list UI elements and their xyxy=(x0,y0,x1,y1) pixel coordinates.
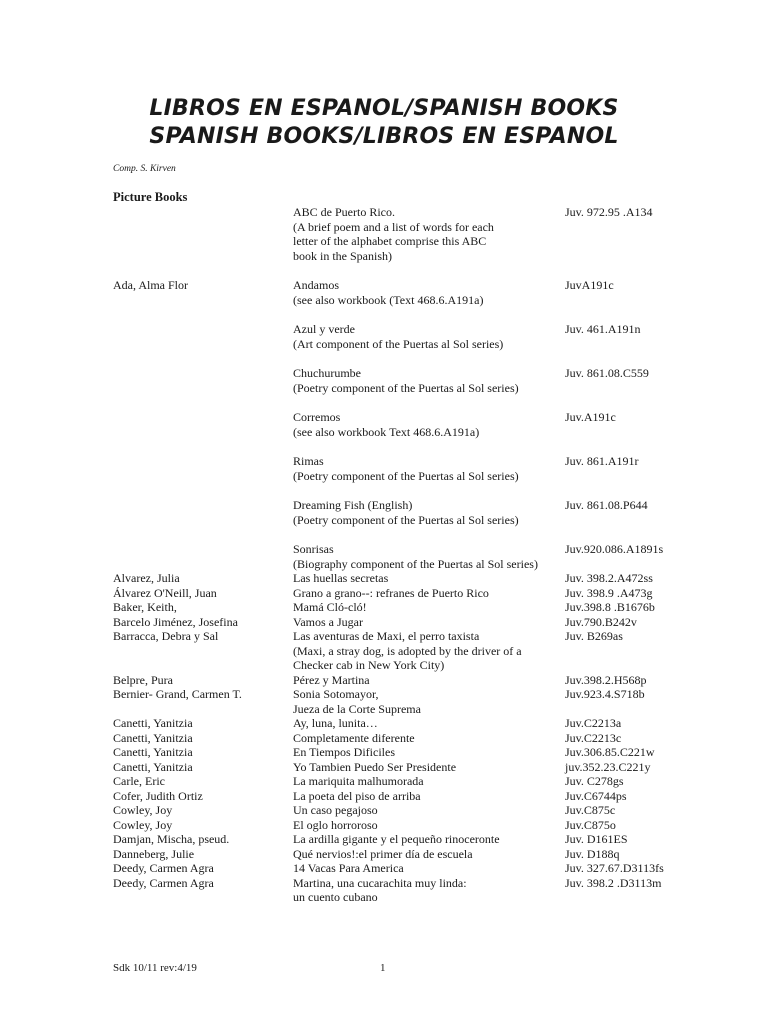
call-number-cell: Juv. 327.67.D3113fs xyxy=(565,861,664,875)
list-item xyxy=(0,220,768,235)
title-cell: Jueza de la Corte Suprema xyxy=(293,701,421,716)
section-heading: Picture Books xyxy=(113,190,188,204)
author-cell: Bernier- Grand, Carmen T. xyxy=(113,687,242,701)
call-number-cell: JuvA191c xyxy=(565,278,614,292)
author-cell: Canetti, Yanitzia xyxy=(113,759,193,774)
title-cell: Martina, una cucarachita muy linda: xyxy=(293,875,467,890)
page-number: 1 xyxy=(380,962,386,974)
list-item xyxy=(0,425,768,440)
list-item xyxy=(0,687,768,702)
list-item xyxy=(0,818,768,833)
call-number-cell: Juv.923.4.S718b xyxy=(565,687,645,701)
author-cell: Baker, Keith, xyxy=(113,600,177,614)
title-cell: Completamente diferente xyxy=(293,730,415,745)
list-item xyxy=(0,205,768,220)
author-cell: Belpre, Pura xyxy=(113,672,173,687)
title-cell: Un caso pegajoso xyxy=(293,803,378,817)
row-spacer xyxy=(0,483,768,498)
page-title-line-1: LIBROS EN ESPANOL/SPANISH BOOKS xyxy=(149,96,619,121)
title-cell: Vamos a Jugar xyxy=(293,614,363,629)
row-spacer xyxy=(0,439,768,454)
call-number-cell: Juv. 861.08.C559 xyxy=(565,366,649,380)
title-cell: Ay, luna, lunita… xyxy=(293,716,378,730)
author-cell: Deedy, Carmen Agra xyxy=(113,875,214,890)
call-number-cell: Juv.398.8 .B1676b xyxy=(565,600,655,614)
author-cell: Álvarez O'Neill, Juan xyxy=(113,585,217,600)
title-cell: Checker cab in New York City) xyxy=(293,658,445,672)
list-item xyxy=(0,702,768,717)
title-cell: (Art component of the Puertas al Sol series) xyxy=(293,336,504,351)
author-cell: Ada, Alma Flor xyxy=(113,278,188,292)
list-item xyxy=(0,557,768,572)
list-item xyxy=(0,381,768,396)
title-cell: Sonrisas xyxy=(293,542,334,556)
call-number-cell: Juv. 398.9 .A473g xyxy=(565,585,653,600)
list-item xyxy=(0,861,768,876)
list-item xyxy=(0,890,768,905)
call-number-cell: Juv. C278gs xyxy=(565,774,624,788)
title-cell: Qué nervios!:el primer día de escuela xyxy=(293,846,473,861)
list-item xyxy=(0,234,768,249)
row-spacer xyxy=(0,527,768,542)
title-cell: (see also workbook (Text 468.6.A191a) xyxy=(293,292,484,307)
list-item xyxy=(0,410,768,425)
title-cell: Andamos xyxy=(293,278,339,292)
call-number-cell: Juv. D161ES xyxy=(565,832,628,846)
title-cell: (Poetry component of the Puertas al Sol series) xyxy=(293,380,519,395)
call-number-cell: Juv.C2213a xyxy=(565,716,622,730)
author-cell: Cowley, Joy xyxy=(113,817,173,832)
title-cell: En Tiempos Dificiles xyxy=(293,745,396,759)
call-number-cell: juv.352.23.C221y xyxy=(565,759,651,774)
list-item xyxy=(0,542,768,557)
row-spacer xyxy=(0,307,768,322)
title-cell: (Maxi, a stray dog, is adopted by the driver of a xyxy=(293,643,522,658)
title-cell: book in the Spanish) xyxy=(293,248,392,263)
list-item xyxy=(0,832,768,847)
title-cell: 14 Vacas Para America xyxy=(293,861,404,875)
page-title-line-2: SPANISH BOOKS/LIBROS EN ESPANOL xyxy=(149,124,619,149)
title-cell: Chuchurumbe xyxy=(293,366,361,380)
list-item xyxy=(0,774,768,789)
call-number-cell: Juv.398.2.H568p xyxy=(565,672,647,687)
list-item xyxy=(0,731,768,746)
title-cell: La ardilla gigante y el pequeño rinoceronte xyxy=(293,832,500,846)
call-number-cell: Juv.C2213c xyxy=(565,730,622,745)
author-cell: Cofer, Judith Ortiz xyxy=(113,788,203,803)
call-number-cell: Juv. D188q xyxy=(565,846,620,861)
author-cell: Alvarez, Julia xyxy=(113,571,180,585)
title-cell: La mariquita malhumorada xyxy=(293,774,424,788)
title-cell: ABC de Puerto Rico. xyxy=(293,205,395,219)
list-item xyxy=(0,469,768,484)
list-item xyxy=(0,513,768,528)
row-spacer xyxy=(0,395,768,410)
title-cell: (Poetry component of the Puertas al Sol series) xyxy=(293,468,519,483)
title-cell: La poeta del piso de arriba xyxy=(293,788,421,803)
footer-revision: Sdk 10/11 rev:4/19 xyxy=(113,962,197,974)
list-item xyxy=(0,293,768,308)
row-spacer xyxy=(0,351,768,366)
call-number-cell: Juv.920.086.A1891s xyxy=(565,542,664,556)
list-item xyxy=(0,454,768,469)
list-item xyxy=(0,760,768,775)
title-cell: Mamá Cló-cló! xyxy=(293,600,367,614)
list-item xyxy=(0,847,768,862)
call-number-cell: Juv. 861.08.P644 xyxy=(565,498,648,512)
title-cell: (Biography component of the Puertas al Sol series) xyxy=(293,556,538,571)
author-cell: Canetti, Yanitzia xyxy=(113,730,193,745)
author-cell: Barracca, Debra y Sal xyxy=(113,629,219,643)
call-number-cell: Juv.306.85.C221w xyxy=(565,745,655,759)
list-item xyxy=(0,876,768,891)
title-cell: Yo Tambien Puedo Ser Presidente xyxy=(293,759,457,774)
compiler-credit: Comp. S. Kirven xyxy=(113,164,176,174)
list-item xyxy=(0,716,768,731)
list-item xyxy=(0,629,768,644)
author-cell: Deedy, Carmen Agra xyxy=(113,861,214,875)
call-number-cell: Juv.C875c xyxy=(565,803,616,817)
title-cell: Sonia Sotomayor, xyxy=(293,687,379,701)
call-number-cell: Juv. 398.2.A472ss xyxy=(565,571,653,585)
list-item xyxy=(0,658,768,673)
title-cell: un cuento cubano xyxy=(293,890,378,904)
row-spacer xyxy=(0,263,768,278)
title-cell: Grano a grano--: refranes de Puerto Rico xyxy=(293,585,489,600)
title-cell: (Poetry component of the Puertas al Sol series) xyxy=(293,512,519,527)
list-item xyxy=(0,322,768,337)
call-number-cell: Juv. 398.2 .D3113m xyxy=(565,875,662,890)
list-item xyxy=(0,615,768,630)
call-number-cell: Juv.C6744ps xyxy=(565,788,627,803)
title-cell: Las huellas secretas xyxy=(293,571,389,585)
call-number-cell: Juv.790.B242v xyxy=(565,614,637,629)
list-item xyxy=(0,673,768,688)
call-number-cell: Juv. 972.95 .A134 xyxy=(565,205,653,219)
author-cell: Damjan, Mischa, pseud. xyxy=(113,832,230,846)
call-number-cell: Juv. 461.A191n xyxy=(565,322,641,336)
call-number-cell: Juv.C875o xyxy=(565,817,616,832)
author-cell: Carle, Eric xyxy=(113,774,165,788)
author-cell: Danneberg, Julie xyxy=(113,846,195,861)
title-cell: (see also workbook Text 468.6.A191a) xyxy=(293,424,480,439)
list-item xyxy=(0,498,768,513)
list-item xyxy=(0,366,768,381)
author-cell: Canetti, Yanitzia xyxy=(113,716,193,730)
author-cell: Barcelo Jiménez, Josefina xyxy=(113,614,238,629)
list-item xyxy=(0,803,768,818)
author-cell: Cowley, Joy xyxy=(113,803,173,817)
title-cell: letter of the alphabet comprise this ABC xyxy=(293,234,487,248)
title-cell: Azul y verde xyxy=(293,322,355,336)
list-item xyxy=(0,586,768,601)
list-item xyxy=(0,278,768,293)
list-item xyxy=(0,249,768,264)
call-number-cell: Juv. B269as xyxy=(565,629,623,643)
title-cell: Las aventuras de Maxi, el perro taxista xyxy=(293,629,480,643)
list-item xyxy=(0,600,768,615)
title-cell: Pérez y Martina xyxy=(293,672,370,687)
author-cell: Canetti, Yanitzia xyxy=(113,745,193,759)
title-cell: Dreaming Fish (English) xyxy=(293,498,413,512)
list-item xyxy=(0,337,768,352)
list-item xyxy=(0,571,768,586)
call-number-cell: Juv.A191c xyxy=(565,410,616,424)
list-item xyxy=(0,644,768,659)
list-item xyxy=(0,745,768,760)
call-number-cell: Juv. 861.A191r xyxy=(565,454,639,468)
title-cell: (A brief poem and a list of words for each xyxy=(293,219,494,234)
title-cell: Rimas xyxy=(293,454,324,468)
title-cell: Corremos xyxy=(293,410,341,424)
title-cell: El oglo horroroso xyxy=(293,817,378,832)
book-list xyxy=(0,205,768,905)
list-item xyxy=(0,789,768,804)
